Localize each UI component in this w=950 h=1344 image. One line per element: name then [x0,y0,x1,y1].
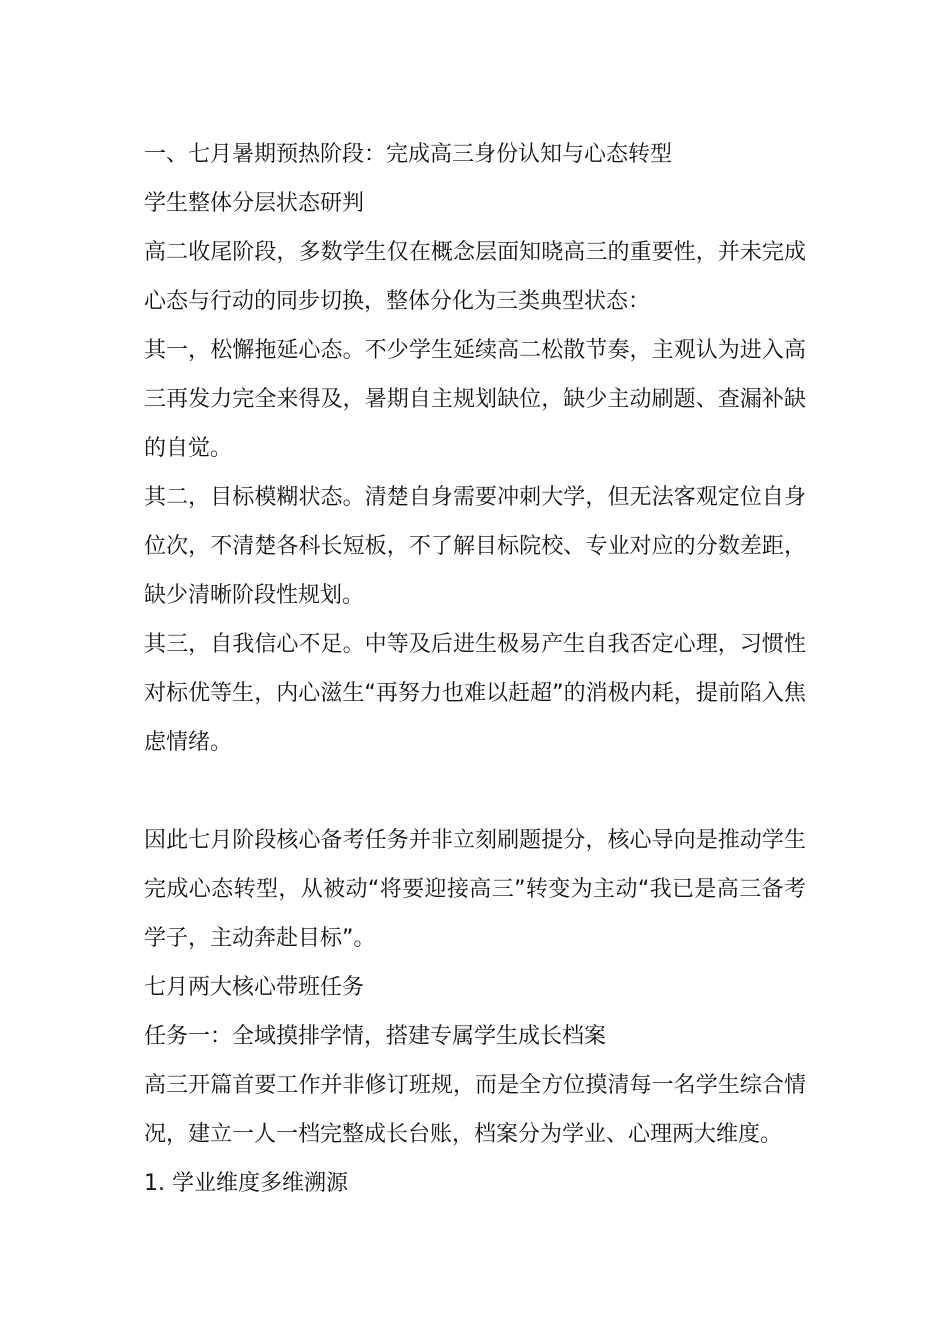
paragraph: 其三，自我信心不足。中等及后进生极易产生自我否定心理，习惯性对标优等生，内心滋生“再努力也难以赶超”的消极内耗，提前陷入焦虑情绪。 [144,632,806,755]
section-heading: 一、七月暑期预热阶段：完成高三身份认知与心态转型 [144,142,673,167]
paragraph: 因此七月阶段核心备考任务并非立刻刷题提分，核心导向是推动学生完成心态转型，从被动“将要迎接高三”转变为主动“我已是高三备考学子，主动奔赴目标”。 [144,828,806,951]
paragraph: 其二，目标模糊状态。清楚自身需要冲刺大学，但无法客观定位自身位次，不清楚各科长短板，不了解目标院校、专业对应的分数差距，缺少清晰阶段性规划。 [144,485,806,608]
paragraph: 其一，松懈拖延心态。不少学生延续高二松散节奏，主观认为进入高三再发力完全来得及，暑期自主规划缺位，缺少主动刷题、查漏补缺的自觉。 [144,338,806,461]
subheading: 学生整体分层状态研判 [144,191,365,216]
subheading: 七月两大核心带班任务 [144,975,365,1000]
paragraph: 高二收尾阶段，多数学生仅在概念层面知晓高三的重要性，并未完成心态与行动的同步切换，整体分化为三类典型状态： [144,240,806,314]
document-body [144,130,806,1208]
blank-line [144,767,806,816]
list-item: 1. 学业维度多维溯源 [144,1171,348,1196]
subheading: 任务一：全域摸排学情，搭建专属学生成长档案 [144,1024,607,1049]
paragraph: 高三开篇首要工作并非修订班规，而是全方位摸清每一名学生综合情况，建立一人一档完整成长台账，档案分为学业、心理两大维度。 [144,1073,806,1147]
